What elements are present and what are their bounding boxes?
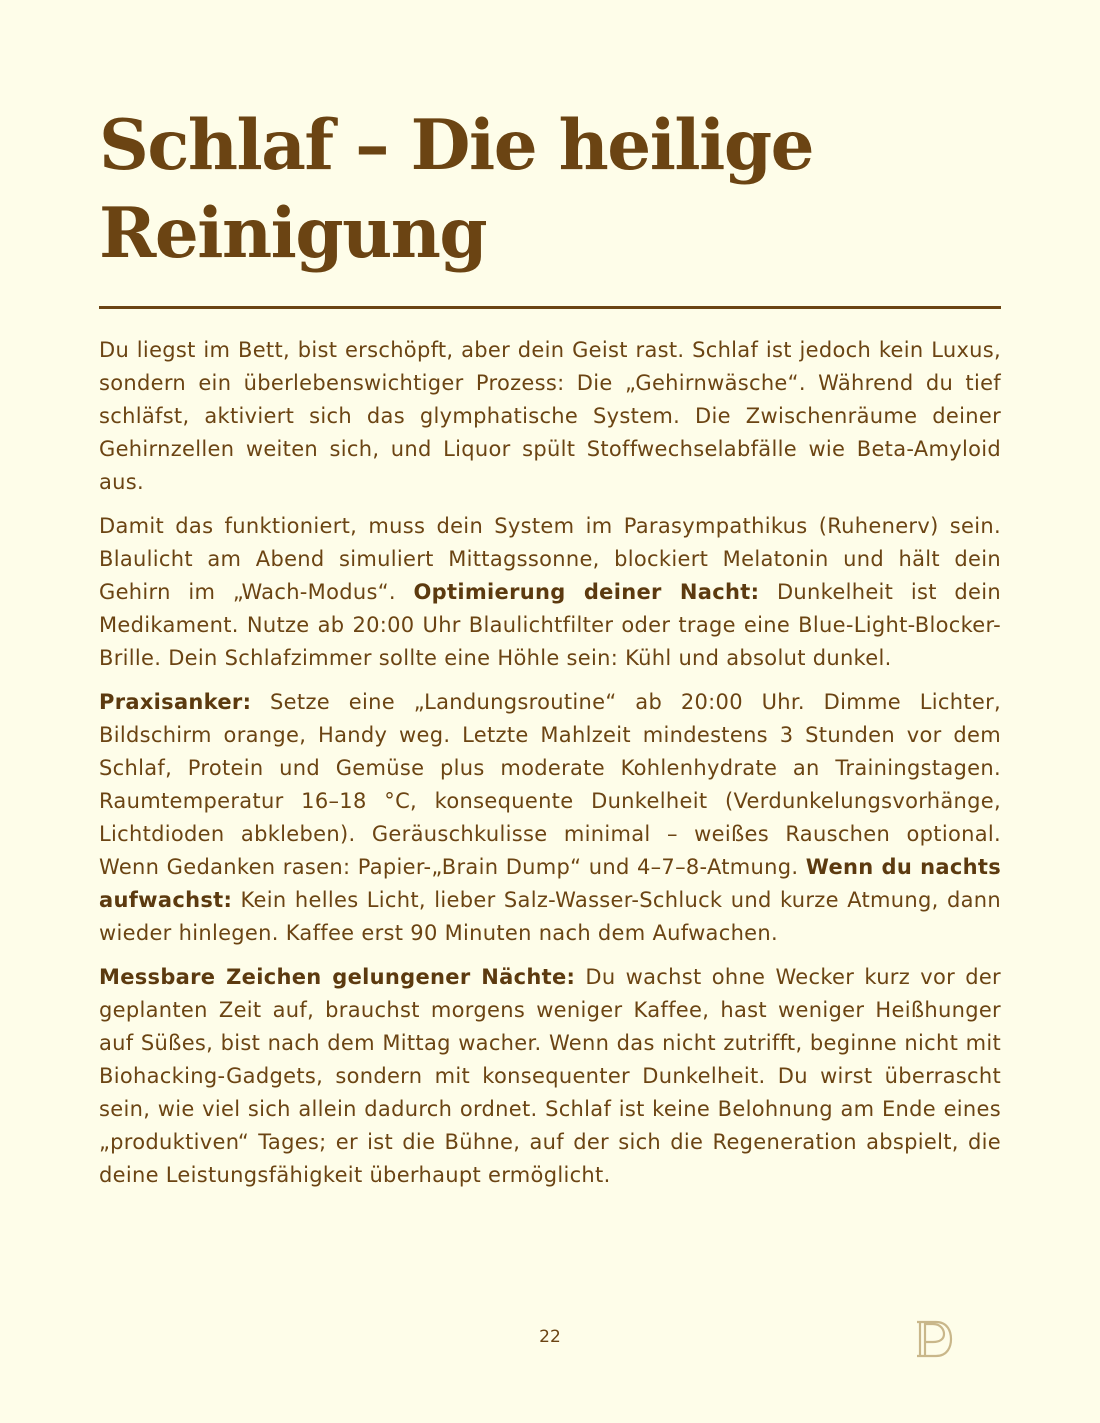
body-paragraph — [99, 334, 1001, 499]
paragraph-text: Damit das funktioniert, muss dein System im Parasympathikus (Ruhenerv) sein. Blaulicht am Abend simuliert Mittagssonne, blockiert Melatonin und hält dein Gehirn im „Wach-Modus“. — [99, 514, 1001, 604]
paragraph-text: Du liegst im Bett, bist erschöpft, aber dein Geist rast. Schlaf ist jedoch kein Luxus, sondern ein überlebenswichtiger Prozess: Die „Gehirnwäsche“. Während du tief schläfst, aktiviert sich das glymphatische System. Die Zwischenräume deiner Gehirnzellen weiten sich, und Liquor spült Stoffwechselabfälle wie Beta-Amyloid aus. — [99, 338, 1001, 494]
title-divider — [99, 306, 1001, 309]
dp-monogram-logo-icon — [914, 1318, 954, 1360]
paragraph-text: Kein helles Licht, lieber Salz-Wasser-Schluck und kurze Atmung, dann wieder hinlegen. Kaffee erst 90 Minuten nach dem Aufwachen. — [99, 888, 1001, 945]
page-number: 22 — [539, 1327, 561, 1347]
paragraph-text: Du wachst ohne Wecker kurz vor der geplanten Zeit auf, brauchst morgens weniger Kaffee, hast weniger Heißhunger auf Süßes, bist nach dem Mittag wacher. Wenn das nicht zutrifft, beginne nicht mit Biohacking-Gadgets, sondern mit konsequenter Dunkelheit. Du wirst überrascht sein, wie viel sich allein dadurch ordnet. Schlaf ist keine Belohnung am Ende eines „produktiven“ Tages; er ist die Bühne, auf der sich die Regeneration abspielt, die deine Leistungsfähigkeit überhaupt ermöglicht. — [99, 965, 1001, 1187]
paragraph-text: Dunkelheit ist dein Medikament. Nutze ab 20:00 Uhr Blaulichtfilter oder trage eine Blue-Light-Blocker-Brille. Dein Schlafzimmer sollte eine Höhle sein: Kühl und absolut dunkel. — [99, 580, 1001, 670]
page-content — [99, 0, 1001, 1203]
bold-lead-in: Messbare Zeichen gelungener Nächte: — [99, 965, 576, 989]
paragraph-text: Setze eine „Landungsroutine“ ab 20:00 Uhr. Dimme Lichter, Bildschirm orange, Handy weg. Letzte Mahlzeit mindestens 3 Stunden vor dem Schlaf, Protein und Gemüse plus moderate Kohlenhydrate an Trainingstagen. Raumtemperatur 16–18 °C, konsequente Dunkelheit (Verdunkelungsvorhänge, Lichtdioden abkleben). Geräuschkulisse minimal – weißes Rauschen optional. Wenn Gedanken rasen: Papier-„Brain Dump“ und 4–7–8-Atmung. — [99, 690, 1001, 879]
bold-lead-in: Wenn du nachts aufwachst: — [99, 855, 1001, 912]
bold-lead-in: Optimierung deiner Nacht: — [413, 580, 760, 604]
body-text — [99, 334, 1001, 1192]
page-title: Schlaf – Die heilige Reinigung — [99, 105, 813, 274]
body-paragraph — [99, 961, 1001, 1192]
body-paragraph — [99, 686, 1001, 950]
bold-lead-in: Praxisanker: — [99, 690, 252, 714]
body-paragraph — [99, 510, 1001, 675]
